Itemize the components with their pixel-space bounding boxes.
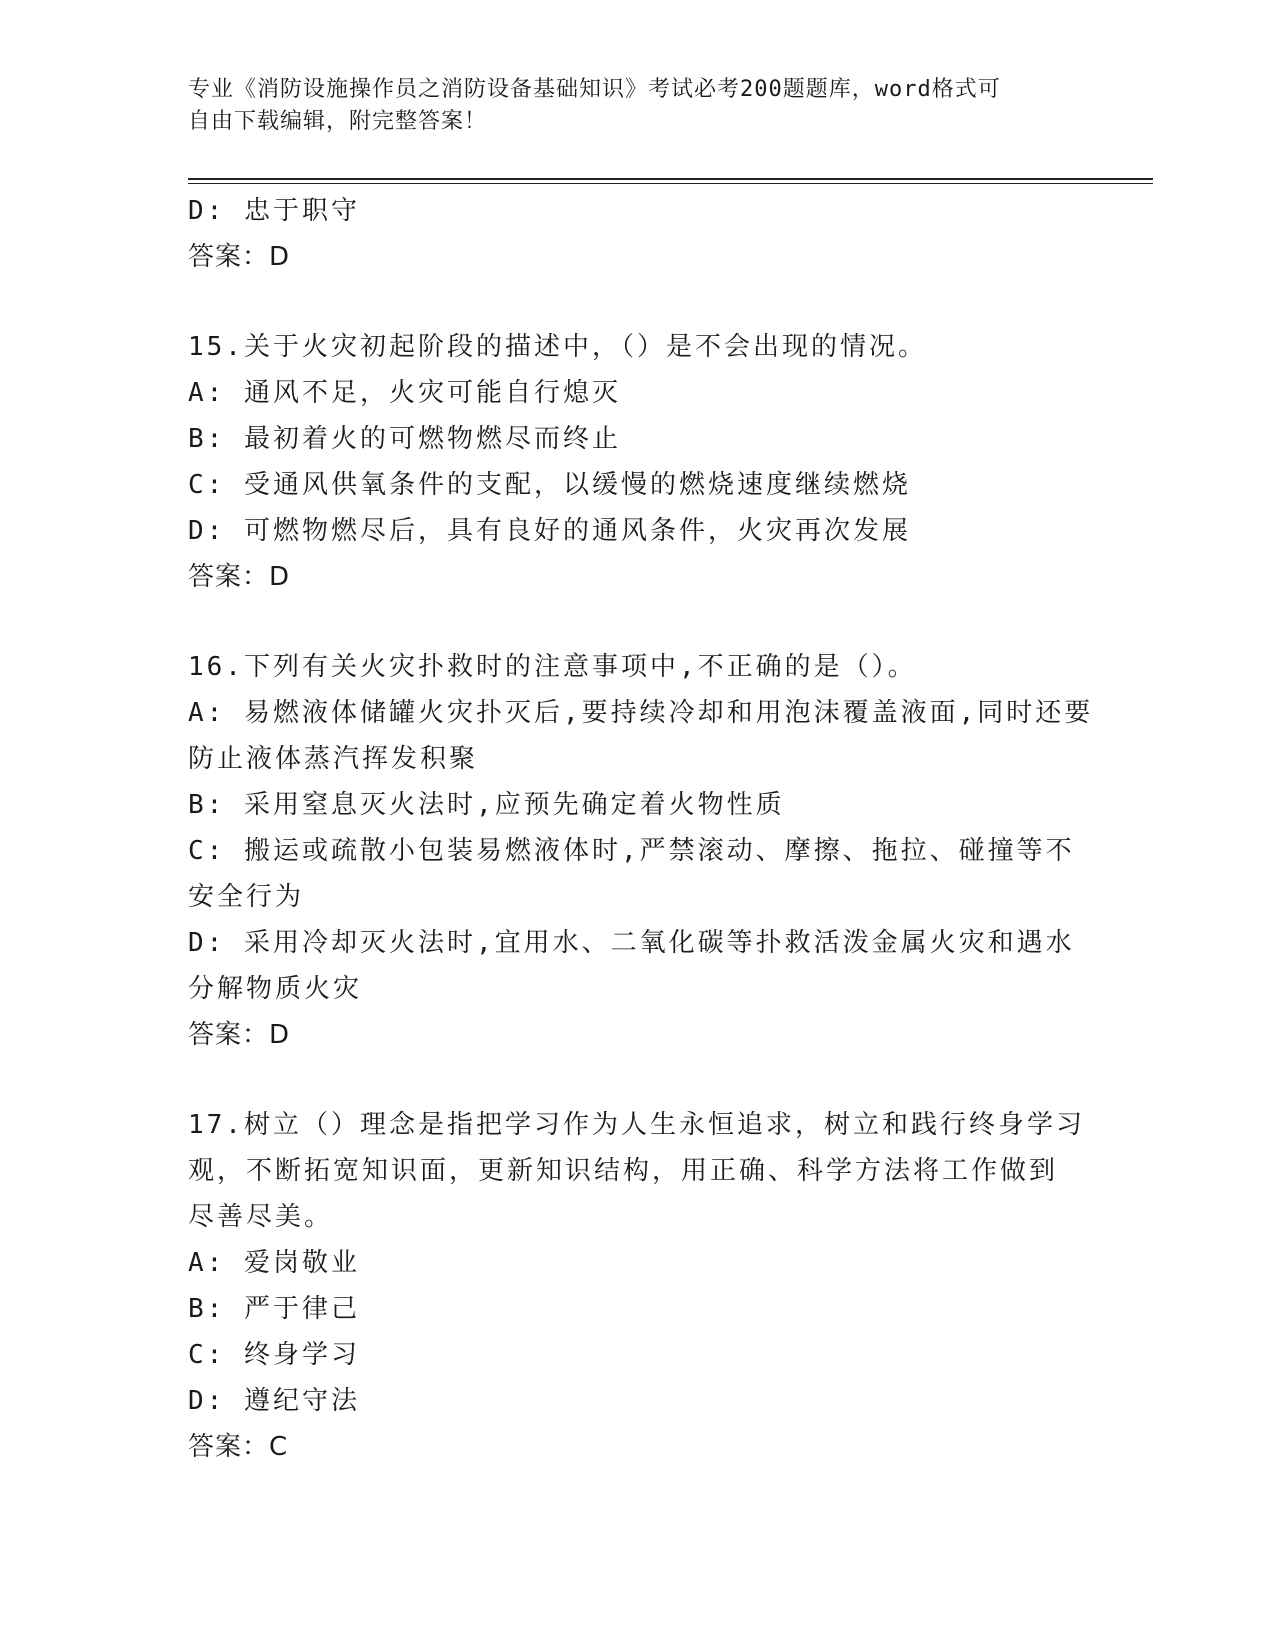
question-stem-continued: 尽善尽美。 <box>188 1202 334 1232</box>
question-stem: 16.下列有关火灾扑救时的注意事项中,不正确的是（）。 <box>188 652 917 682</box>
question-stem-continued: 观，不断拓宽知识面，更新知识结构，用正确、科学方法将工作做到 <box>188 1156 1059 1186</box>
option-d: D: 可燃物燃尽后，具有良好的通风条件，火灾再次发展 <box>188 516 911 546</box>
option-c: C: 搬运或疏散小包装易燃液体时,严禁滚动、摩擦、拖拉、碰撞等不 <box>188 836 1075 866</box>
option-d: D: 采用冷却灭火法时,宜用水、二氧化碳等扑救活泼金属火灾和遇水 <box>188 928 1075 958</box>
page-header <box>188 74 1068 138</box>
question-16 <box>188 644 1094 1058</box>
option-d: D: 遵纪守法 <box>188 1386 360 1416</box>
option-c-continued: 安全行为 <box>188 882 305 912</box>
header-line-2: 自由下载编辑，附完整答案！ <box>188 109 488 134</box>
header-divider-thick <box>188 178 1153 180</box>
option-b: B: 严于律己 <box>188 1294 360 1324</box>
option-c: C: 受通风供氧条件的支配，以缓慢的燃烧速度继续燃烧 <box>188 470 911 500</box>
answer-line: 答案：D <box>188 1020 291 1050</box>
question-17 <box>188 1102 1088 1470</box>
option-a: A: 通风不足，火灾可能自行熄灭 <box>188 378 621 408</box>
option-a-continued: 防止液体蒸汽挥发积聚 <box>188 744 479 774</box>
question-stem: 17.树立（）理念是指把学习作为人生永恒追求，树立和践行终身学习 <box>188 1110 1085 1140</box>
option-b: B: 采用窒息灭火法时,应预先确定着火物性质 <box>188 790 785 820</box>
question-stem: 15.关于火灾初起阶段的描述中，（）是不会出现的情况。 <box>188 332 927 362</box>
prev-question-tail <box>188 188 1088 280</box>
header-divider-thin <box>188 183 1153 184</box>
option-a: A: 爱岗敬业 <box>188 1248 360 1278</box>
answer-line: 答案：D <box>188 562 291 592</box>
option-a: A: 易燃液体储罐火灾扑灭后,要持续冷却和用泡沫覆盖液面,同时还要 <box>188 698 1094 728</box>
header-line-1: 专业《消防设施操作员之消防设备基础知识》考试必考200题题库，word格式可 <box>188 77 1001 102</box>
option-d: D: 忠于职守 <box>188 196 360 226</box>
answer-line: 答案：D <box>188 242 291 272</box>
question-content <box>188 188 1094 1470</box>
answer-line: 答案：C <box>188 1432 289 1462</box>
option-b: B: 最初着火的可燃物燃尽而终止 <box>188 424 621 454</box>
question-15 <box>188 324 1088 600</box>
option-d-continued: 分解物质火灾 <box>188 974 363 1004</box>
option-c: C: 终身学习 <box>188 1340 360 1370</box>
